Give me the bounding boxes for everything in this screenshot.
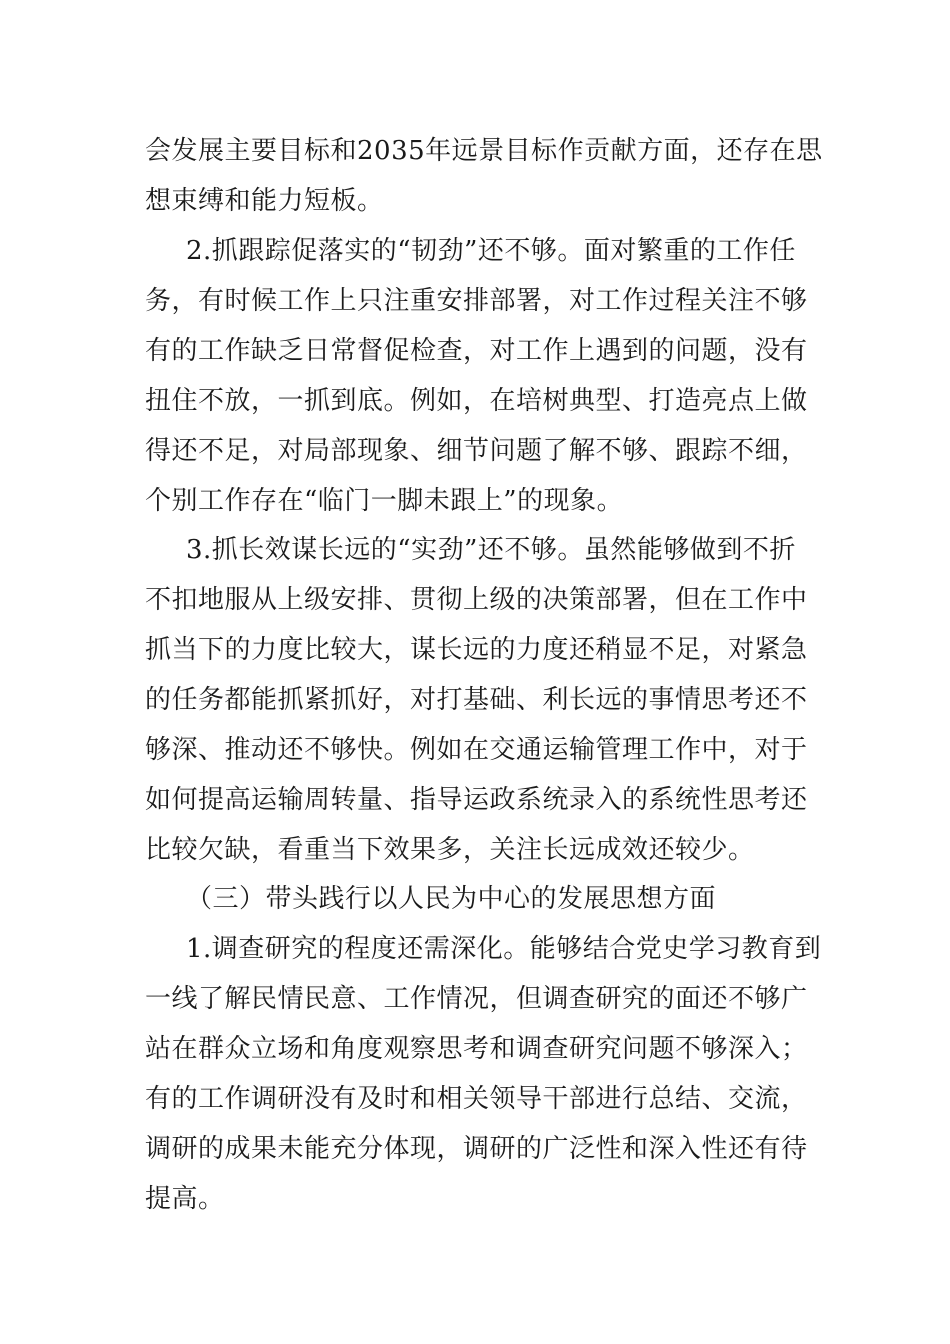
text-line: 会发展主要目标和2035年远景目标作贡献方面，还存在思 xyxy=(145,136,823,166)
text-line: 的任务都能抓紧抓好，对打基础、利长远的事情思考还不 xyxy=(145,685,808,715)
section-heading: （三）带头践行以人民为中心的发展思想方面 xyxy=(186,884,717,914)
paragraph-heading-2: 2.抓跟踪促落实的“韧劲”还不够。面对繁重的工作任 xyxy=(186,236,796,266)
text-line: 抓当下的力度比较大，谋长远的力度还稍显不足，对紧急 xyxy=(145,635,808,665)
text-line: 有的工作缺乏日常督促检查，对工作上遇到的问题，没有 xyxy=(145,336,808,366)
text-line: 得还不足，对局部现象、细节问题了解不够、跟踪不细， xyxy=(145,436,808,466)
text-line: 一线了解民情民意、工作情况，但调查研究的面还不够广 xyxy=(145,984,808,1014)
text-line: 有的工作调研没有及时和相关领导干部进行总结、交流， xyxy=(145,1084,808,1114)
text-line: 提高。 xyxy=(145,1184,225,1214)
text-line: 务，有时候工作上只注重安排部署，对工作过程关注不够 xyxy=(145,286,808,316)
text-line: 个别工作存在“临门一脚未跟上”的现象。 xyxy=(145,486,624,516)
text-line: 站在群众立场和角度观察思考和调查研究问题不够深入； xyxy=(145,1034,808,1064)
text-line: 如何提高运输周转量、指导运政系统录入的系统性思考还 xyxy=(145,785,808,815)
text-line: 想束缚和能力短板。 xyxy=(145,186,384,216)
text-line: 不扣地服从上级安排、贯彻上级的决策部署，但在工作中 xyxy=(145,585,808,615)
paragraph-heading-3: 3.抓长效谋长远的“实劲”还不够。虽然能够做到不折 xyxy=(186,535,796,565)
text-line: 调研的成果未能充分体现，调研的广泛性和深入性还有待 xyxy=(145,1134,808,1164)
text-line: 比较欠缺，看重当下效果多，关注长远成效还较少。 xyxy=(145,835,755,865)
text-line: 够深、推动还不够快。例如在交通运输管理工作中，对于 xyxy=(145,735,808,765)
text-line: 扭住不放，一抓到底。例如，在培树典型、打造亮点上做 xyxy=(145,386,808,416)
paragraph-heading-1: 1.调查研究的程度还需深化。能够结合党史学习教育到 xyxy=(186,934,822,964)
